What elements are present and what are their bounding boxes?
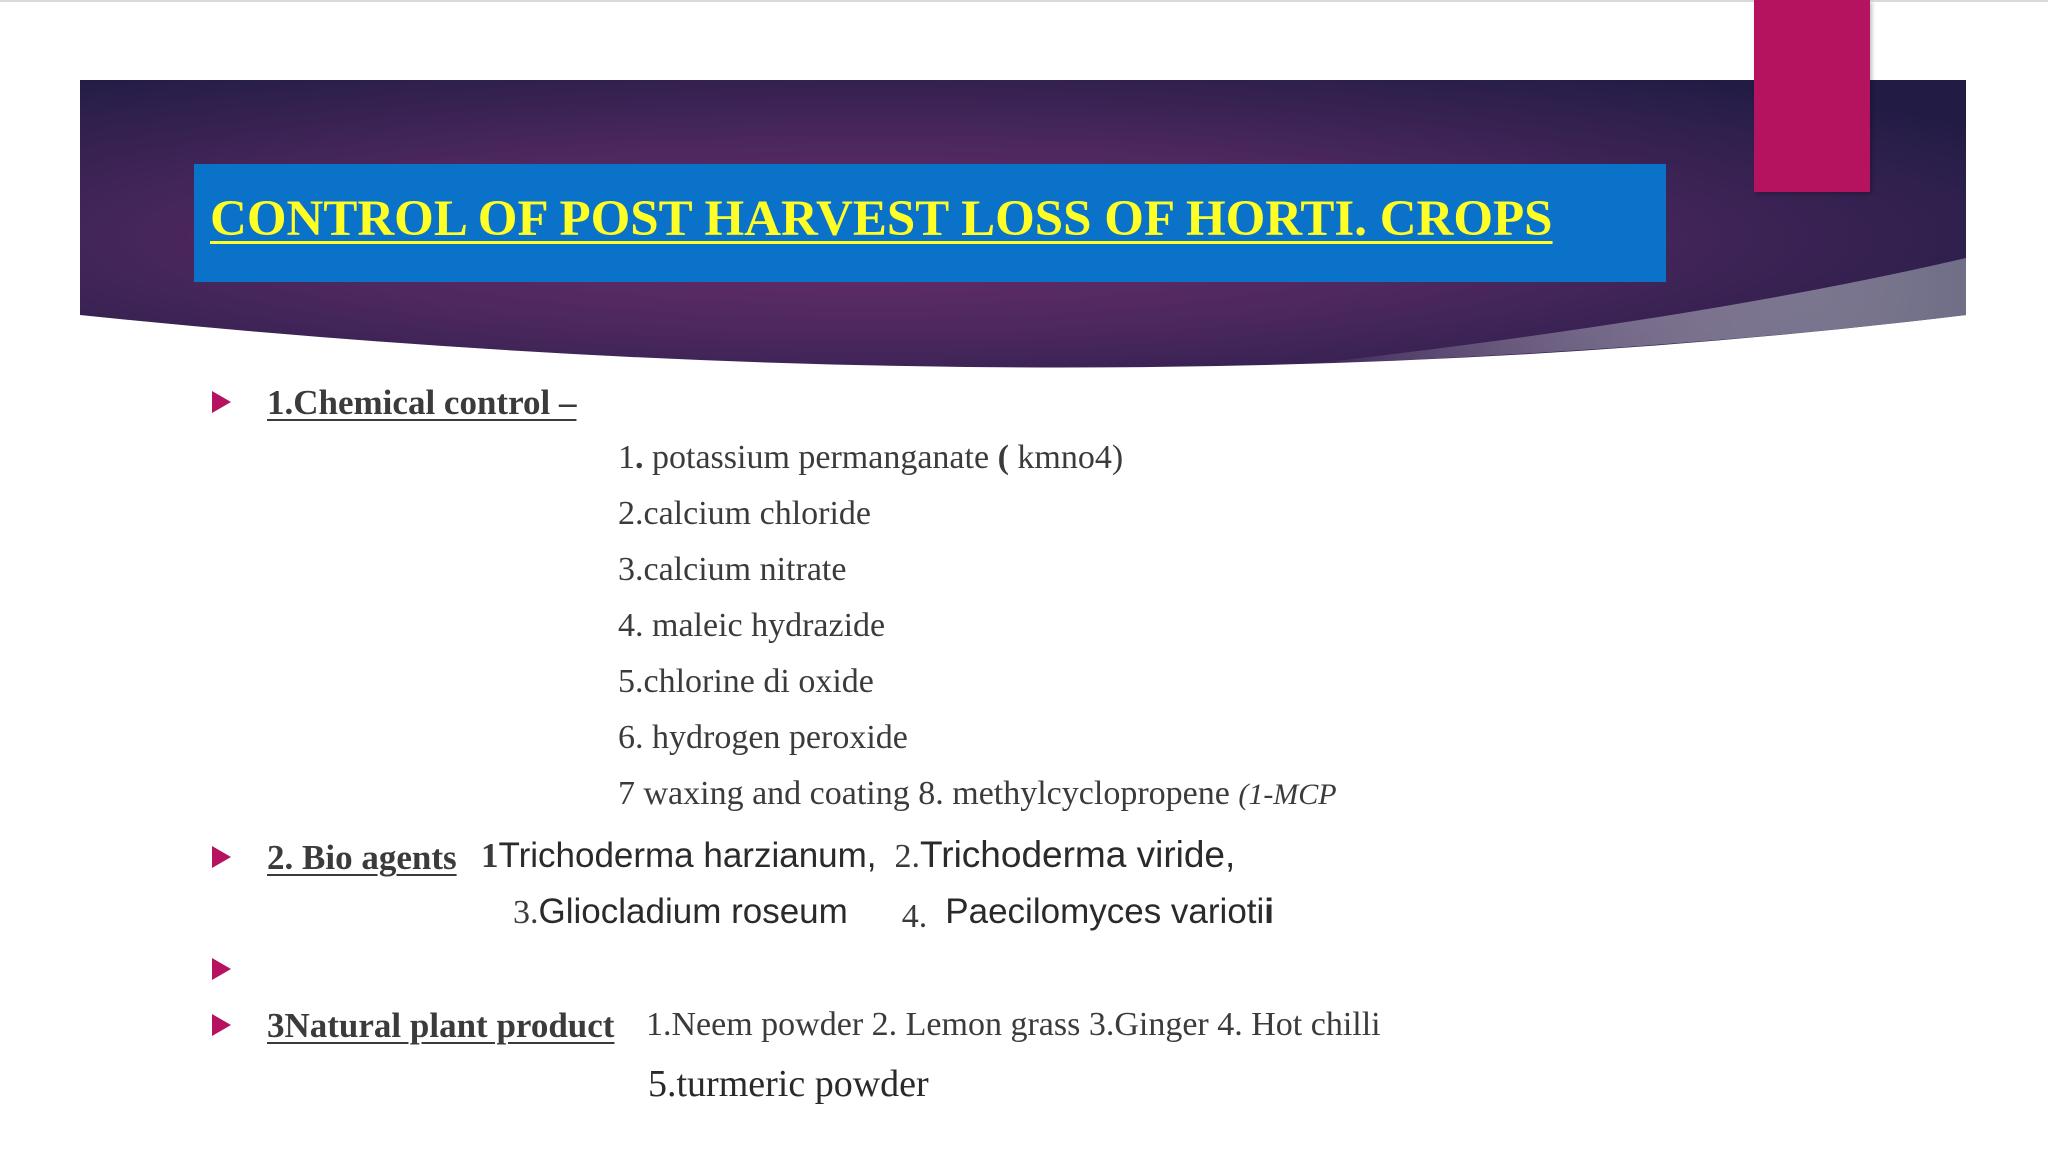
section-heading-bio: 2. Bio agents: [267, 838, 457, 877]
bio-num-4: 4.: [901, 898, 928, 935]
list-item-chemical-1: [618, 441, 1123, 475]
bio-agents-line-1: [481, 836, 1235, 874]
bio-num-3: 3.: [513, 894, 539, 931]
slide-title: CONTROL OF POST HARVEST LOSS OF HORTI. CROPS: [210, 191, 1553, 247]
list-item-chemical-3: 3.calcium nitrate: [618, 551, 847, 588]
bio-name-3: Gliocladium roseum: [538, 892, 848, 931]
accent-tab: [1754, 0, 1870, 192]
bio-num-2: 2.: [894, 838, 921, 875]
natural-products-line-2: 5.turmeric powder: [648, 1063, 929, 1105]
item-separator: .: [635, 439, 644, 476]
list-item-chemical-4: 4. maleic hydrazide: [618, 607, 886, 644]
bullet-triangle-right-icon: [212, 958, 231, 980]
section-heading-natural: 3Natural plant product: [267, 1006, 615, 1045]
bio-name-4: Paecilomyces varioti: [945, 892, 1265, 931]
bio-name-2: Trichoderma viride,: [920, 834, 1236, 875]
bullet-triangle-right-icon: [212, 846, 231, 868]
list-item-chemical-5: 5.chlorine di oxide: [618, 663, 874, 700]
item-text: 7 waxing and coating 8. methylcyclopropene: [618, 775, 1239, 812]
bio-num-1: 1: [481, 836, 499, 875]
title-box: [194, 164, 1666, 282]
list-item-chemical-2: 2.calcium chloride: [618, 495, 872, 532]
item-note: (1-MCP: [1238, 778, 1337, 811]
item-number: 1: [618, 439, 635, 476]
bullet-triangle-right-icon: [212, 1014, 231, 1036]
section-heading-chemical: 1.Chemical control –: [267, 383, 577, 422]
bullet-triangle-right-icon: [212, 391, 231, 413]
list-item-chemical-7: [618, 777, 1337, 811]
list-item-chemical-6: 6. hydrogen peroxide: [618, 719, 908, 756]
item-paren: (: [997, 439, 1009, 476]
bio-name-1: Trichoderma harzianum,: [498, 836, 877, 875]
bio-agents-line-2: [513, 892, 1275, 935]
natural-products-line-1: 1.Neem powder 2. Lemon grass 3.Ginger 4. Hot chilli: [646, 1006, 1381, 1043]
item-text: potassium permanganate: [643, 439, 998, 476]
item-tail: kmno4): [1008, 439, 1124, 476]
bio-name-4-end: i: [1264, 892, 1275, 931]
